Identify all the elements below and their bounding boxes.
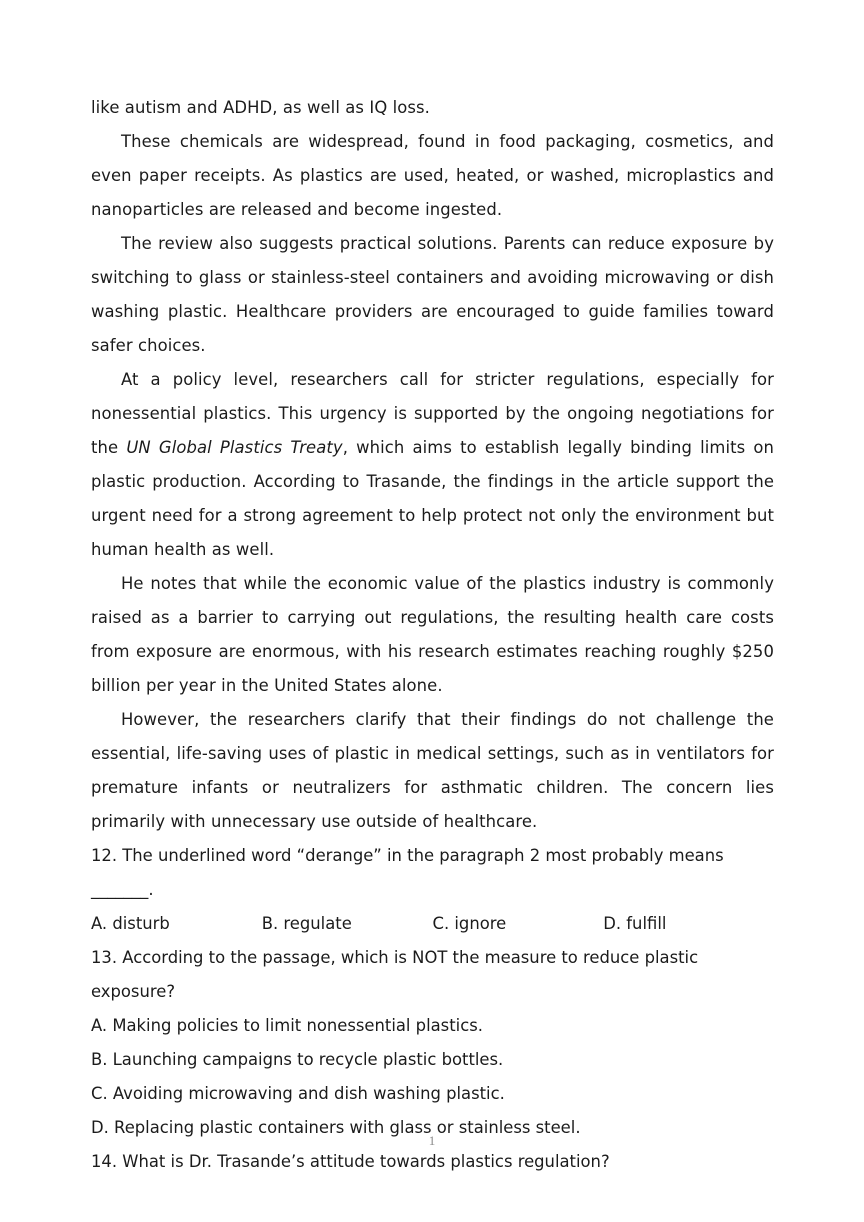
document-page — [91, 91, 774, 1179]
q13-option-b: B. Launching campaigns to recycle plastic bottles. — [91, 1050, 504, 1069]
q12-option-c: C. ignore — [432, 914, 507, 933]
q12-option-b: B. regulate — [261, 914, 352, 933]
policy-text-start: At a policy level, researchers call for stricter regulations, especially for nonessential plastics. This urgency is supported by the ongoing negotiations for the — [91, 370, 774, 457]
paragraph-chemicals: These chemicals are widespread, found in food packaging, cosmetics, and even paper receipts. As plastics are used, heated, or washed, microplastics and nanoparticles are released and become ingested. — [91, 132, 774, 219]
question-12-options — [91, 907, 774, 941]
question-12-stem: 12. The underlined word “derange” in the paragraph 2 most probably means _______. — [91, 846, 724, 899]
paragraph-policy — [91, 363, 774, 567]
paragraph-medical: However, the researchers clarify that their findings do not challenge the essential, life-saving uses of plastic in medical settings, such as in ventilators for premature infants or neutralizers for asthmatic children. The concern lies primarily with unnecessary use outside of healthcare. — [91, 710, 774, 831]
continuation-line: like autism and ADHD, as well as IQ loss. — [91, 98, 430, 117]
paragraph-solutions: The review also suggests practical solutions. Parents can reduce exposure by switching to glass or stainless-steel containers and avoiding microwaving or dish washing plastic. Healthcare providers are encouraged to guide families toward safer choices. — [91, 234, 774, 355]
q13-option-d: D. Replacing plastic containers with glass or stainless steel. — [91, 1118, 581, 1137]
policy-text-end: , which aims to establish legally binding limits on plastic production. According to Trasande, the findings in the article support the urgent need for a strong agreement to help protect not only the environment but human health as well. — [91, 438, 774, 559]
question-13-stem: 13. According to the passage, which is NOT the measure to reduce plastic exposure? — [91, 948, 699, 1001]
q13-option-c: C. Avoiding microwaving and dish washing plastic. — [91, 1084, 505, 1103]
q12-option-d: D. fulfill — [603, 914, 667, 933]
q13-option-a: A. Making policies to limit nonessential plastics. — [91, 1016, 483, 1035]
q12-option-a: A. disturb — [91, 914, 170, 933]
paragraph-economics: He notes that while the economic value of the plastics industry is commonly raised as a barrier to carrying out regulations, the resulting health care costs from exposure are enormous, with his research estimates reaching roughly $250 billion per year in the United States alone. — [91, 574, 774, 695]
question-14-stem: 14. What is Dr. Trasande’s attitude towards plastics regulation? — [91, 1152, 610, 1171]
treaty-name: UN Global Plastics Treaty — [126, 438, 343, 457]
page-number: 1 — [428, 1133, 436, 1148]
